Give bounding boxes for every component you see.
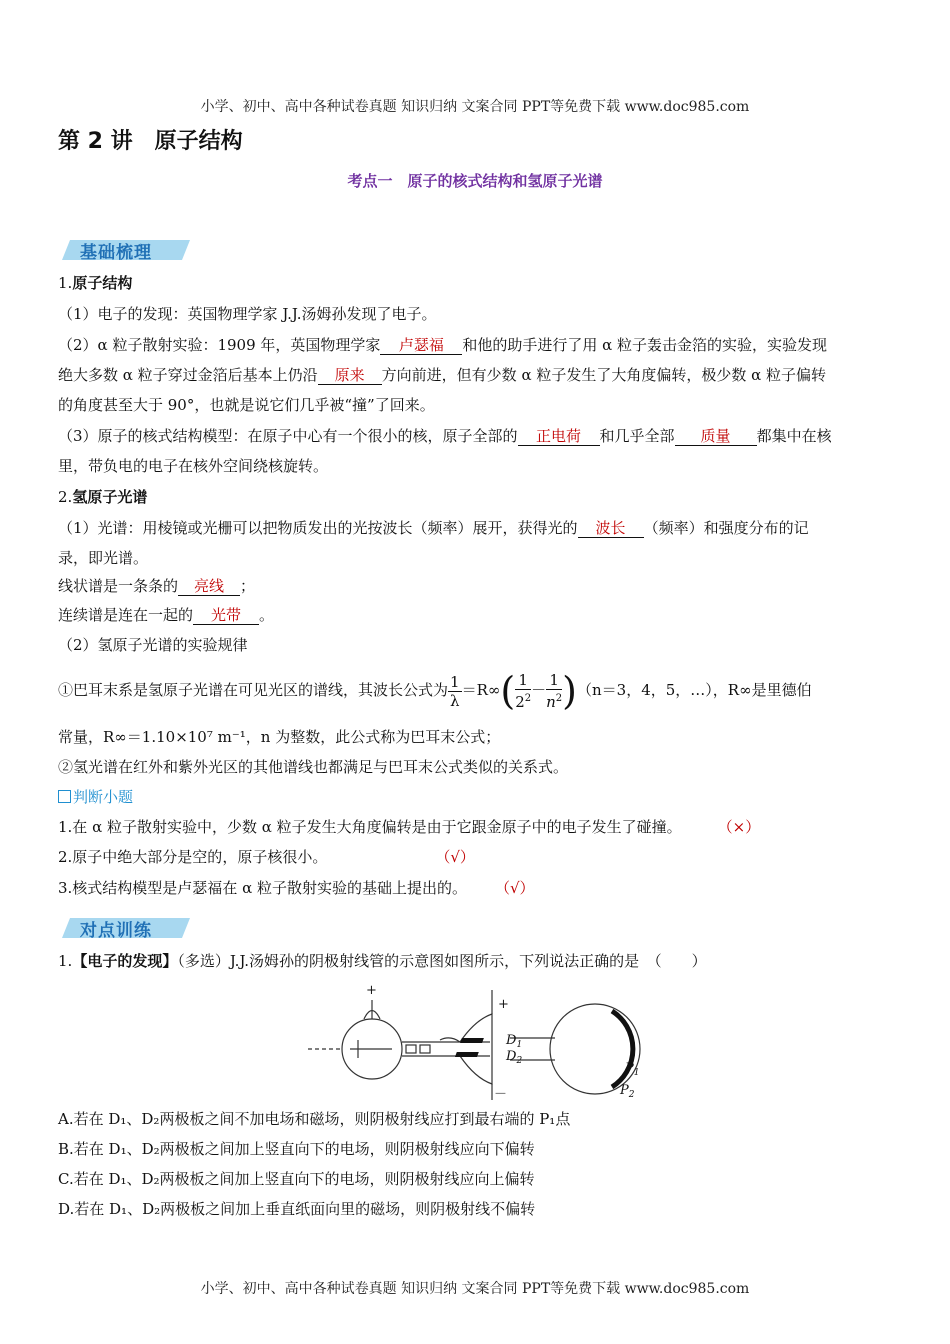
- formula-line: ①巴耳末系是氢原子光谱在可见光区的谱线，其波长公式为 $\frac{1}{\lambda}$ ＝R∞( $\frac{1}{2^2}$ － $\frac{1}{n^2}$ )（n＝3，4，5，…），R∞是里德伯: [58, 669, 812, 713]
- paragraph: 线状谱是一条条的 亮线 ；: [58, 577, 256, 595]
- fraction-1-over-2sq: $\frac{1}{2^2}$: [515, 671, 532, 711]
- judge-item: 2.原子中绝大部分是空的，原子核很小。 （√）: [58, 848, 475, 866]
- paragraph: 的角度甚至大于 90°，也就是说它们几乎被“撞”了回来。: [58, 396, 435, 414]
- answer-blank: 质量: [675, 427, 757, 446]
- label-d2: $D_2$: [506, 1049, 523, 1066]
- answer-blank: 波长: [578, 519, 644, 538]
- answer-blank: 光带: [193, 606, 259, 625]
- judge-item: 3.核式结构模型是卢瑟福在 α 粒子散射实验的基础上提出的。 （√）: [58, 879, 535, 897]
- paragraph: （3）原子的核式结构模型：在原子中心有一个很小的核，原子全部的 正电荷 和几乎全部 质量 都集中在核: [58, 427, 832, 445]
- fraction-1-over-nsq: $\frac{1}{n^2}$: [546, 671, 563, 711]
- option-b: B.若在 D₁、D₂两极板之间加上竖直向下的电场，则阴极射线应向下偏转: [58, 1140, 535, 1158]
- answer-blank: 原来: [318, 366, 382, 385]
- cathode-ray-tube-diagram: [300, 980, 660, 1100]
- banner-basic: [62, 238, 192, 262]
- banner-practice: [62, 916, 192, 940]
- page-footer: 小学、初中、高中各种试卷真题 知识归纳 文案合同 PPT等免费下载 www.doc985.com: [200, 1281, 750, 1297]
- paragraph: 录，即光谱。: [58, 549, 149, 567]
- paragraph: 连续谱是连在一起的 光带 。: [58, 606, 275, 624]
- option-a: A.若在 D₁、D₂两极板之间不加电场和磁场，则阴极射线应打到最右端的 P₁点: [58, 1110, 571, 1128]
- banner-label: 基础梳理: [80, 243, 152, 263]
- judge-item: 1.在 α 粒子散射实验中，少数 α 粒子发生大角度偏转是由于它跟金原子中的电子发生了碰撞。 （×）: [58, 818, 761, 836]
- question-stem: 1.【电子的发现】（多选）J.J.汤姆孙的阴极射线管的示意图如图所示，下列说法正确的是 （ ）: [58, 952, 707, 970]
- section-subtitle: 考点一 原子的核式结构和氢原子光谱: [347, 172, 603, 190]
- option-d: D.若在 D₁、D₂两极板之间加上垂直纸面向里的磁场，则阴极射线不偏转: [58, 1200, 536, 1218]
- paragraph: （2）α 粒子散射实验：1909 年，英国物理学家 卢瑟福 和他的助手进行了用 α 粒子轰击金箔的实验，实验发现: [58, 336, 828, 354]
- banner-label: 对点训练: [80, 921, 152, 941]
- label-plus-top: +: [366, 983, 377, 998]
- paragraph: （2）氢原子光谱的实验规律: [58, 636, 248, 654]
- paragraph: （1）光谱：用棱镜或光栅可以把物质发出的光按波长（频率）展开，获得光的 波长 （频率）和强度分布的记: [58, 519, 809, 537]
- judge-heading: 判断小题: [58, 786, 133, 807]
- answer-blank: 卢瑟福: [380, 336, 462, 355]
- paragraph: （1）电子的发现：英国物理学家 J.J.汤姆孙发现了电子。: [58, 305, 437, 323]
- answer-blank: 正电荷: [518, 427, 600, 446]
- answer-blank: 亮线: [178, 577, 240, 596]
- paragraph: 常量，R∞＝1.10×10⁷ m⁻¹，n 为整数，此公式称为巴耳末公式；: [58, 728, 501, 746]
- label-plus-mid: +: [498, 997, 509, 1012]
- label-p2: $P_2$: [620, 1083, 635, 1100]
- paragraph: ②氢光谱在红外和紫外光区的其他谱线也都满足与巴耳末公式类似的关系式。: [58, 758, 569, 776]
- label-d1: $D_1$: [506, 1033, 523, 1050]
- option-c: C.若在 D₁、D₂两极板之间加上竖直向下的电场，则阴极射线应向上偏转: [58, 1170, 535, 1188]
- paragraph: 绝大多数 α 粒子穿过金箔后基本上仍沿 原来 方向前进，但有少数 α 粒子发生了大角度偏转，极少数 α 粒子偏转: [58, 366, 827, 384]
- section-heading: 1.原子结构: [58, 274, 133, 292]
- paragraph: 里，带负电的电子在核外空间绕核旋转。: [58, 457, 329, 475]
- fraction-1-over-lambda: $\frac{1}{\lambda}$: [450, 672, 460, 710]
- section-heading: 2.氢原子光谱: [58, 488, 148, 506]
- checkbox-icon: [58, 790, 71, 803]
- label-p1: $P_1$: [625, 1061, 640, 1078]
- page-title: 第 2 讲 原子结构: [58, 129, 243, 154]
- label-minus-bottom: －: [494, 1087, 508, 1100]
- page-header: 小学、初中、高中各种试卷真题 知识归纳 文案合同 PPT等免费下载 www.doc985.com: [200, 99, 750, 115]
